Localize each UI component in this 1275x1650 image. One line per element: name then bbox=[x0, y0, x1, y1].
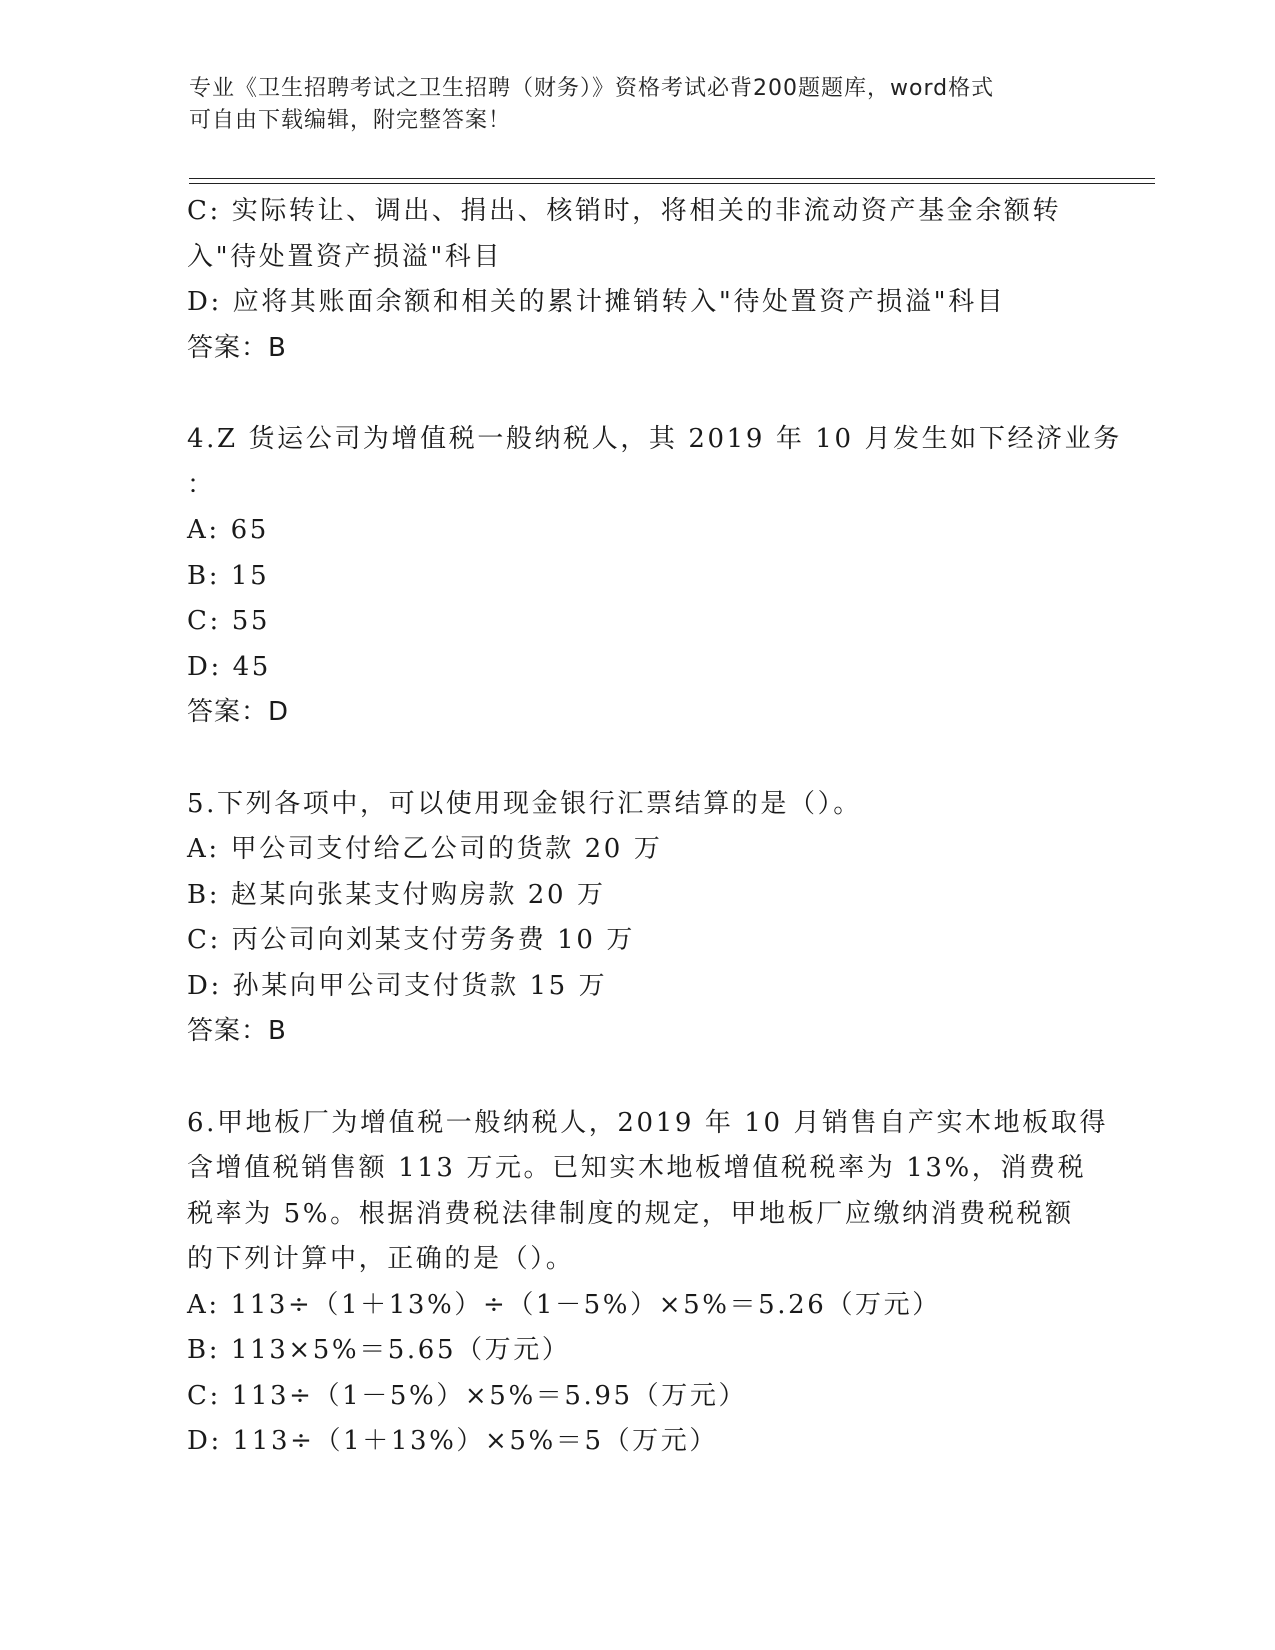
question-stem-line-2: ： bbox=[187, 469, 216, 500]
spacer bbox=[187, 736, 1087, 782]
option-a: A: 甲公司支付给乙公司的货款 20 万 bbox=[187, 834, 663, 864]
option-d: D: 孙某向甲公司支付货款 15 万 bbox=[187, 970, 608, 1001]
spacer bbox=[187, 371, 1087, 417]
option-a: A: 65 bbox=[187, 515, 269, 545]
document-header bbox=[189, 73, 1089, 137]
option-a: A: 113÷（1＋13%）÷（1－5%）×5%＝5.26（万元） bbox=[187, 1289, 941, 1320]
option-d: D: 113÷（1＋13%）×5%＝5（万元） bbox=[187, 1426, 718, 1456]
question-stem-line-3: 税率为 5%。根据消费税法律制度的规定，甲地板厂应缴纳消费税税额 bbox=[187, 1198, 1074, 1229]
answer: 答案：B bbox=[187, 332, 287, 363]
option-c: C: 113÷（1－5%）×5%＝5.95（万元） bbox=[187, 1380, 748, 1411]
header-title-line-2: 可自由下载编辑，附完整答案！ bbox=[189, 108, 512, 133]
option-d: D: 应将其账面余额和相关的累计摊销转入"待处置资产损溢"科目 bbox=[187, 287, 1006, 317]
answer: 答案：D bbox=[187, 697, 290, 727]
option-c-line-2: 入"待处置资产损溢"科目 bbox=[187, 241, 503, 272]
question-stem: 5.下列各项中，可以使用现金银行汇票结算的是（）。 bbox=[187, 788, 862, 819]
question-5 bbox=[187, 782, 1087, 1055]
answer: 答案：B bbox=[187, 1016, 287, 1046]
question-6 bbox=[187, 1101, 1109, 1465]
question-3-tail bbox=[187, 189, 1087, 371]
spacer bbox=[187, 1055, 1087, 1101]
question-stem-line-1: 4.Z 货运公司为增值税一般纳税人，其 2019 年 10 月发生如下经济业务 bbox=[187, 424, 1122, 454]
option-c-line-1: C: 实际转让、调出、捐出、核销时，将相关的非流动资产基金余额转 bbox=[187, 196, 1062, 226]
question-stem-line-2: 含增值税销售额 113 万元。已知实木地板增值税税率为 13%，消费税 bbox=[187, 1153, 1087, 1183]
header-rule-top bbox=[189, 178, 1155, 179]
option-b: B: 15 bbox=[187, 560, 270, 591]
header-title-line-1: 专业《卫生招聘考试之卫生招聘（财务）》资格考试必背200题题库，word格式 bbox=[189, 76, 995, 101]
option-b: B: 赵某向张某支付购房款 20 万 bbox=[187, 879, 606, 910]
option-c: C: 丙公司向刘某支付劳务费 10 万 bbox=[187, 925, 635, 955]
option-b: B: 113×5%＝5.65（万元） bbox=[187, 1335, 571, 1365]
document-body bbox=[187, 189, 1122, 1465]
option-d: D: 45 bbox=[187, 651, 271, 682]
question-stem-line-1: 6.甲地板厂为增值税一般纳税人，2019 年 10 月销售自产实木地板取得 bbox=[187, 1107, 1109, 1138]
option-c: C: 55 bbox=[187, 606, 271, 636]
header-rule-bottom bbox=[189, 183, 1155, 184]
question-4 bbox=[187, 417, 1122, 736]
question-stem-line-4: 的下列计算中，正确的是（）。 bbox=[187, 1244, 575, 1274]
